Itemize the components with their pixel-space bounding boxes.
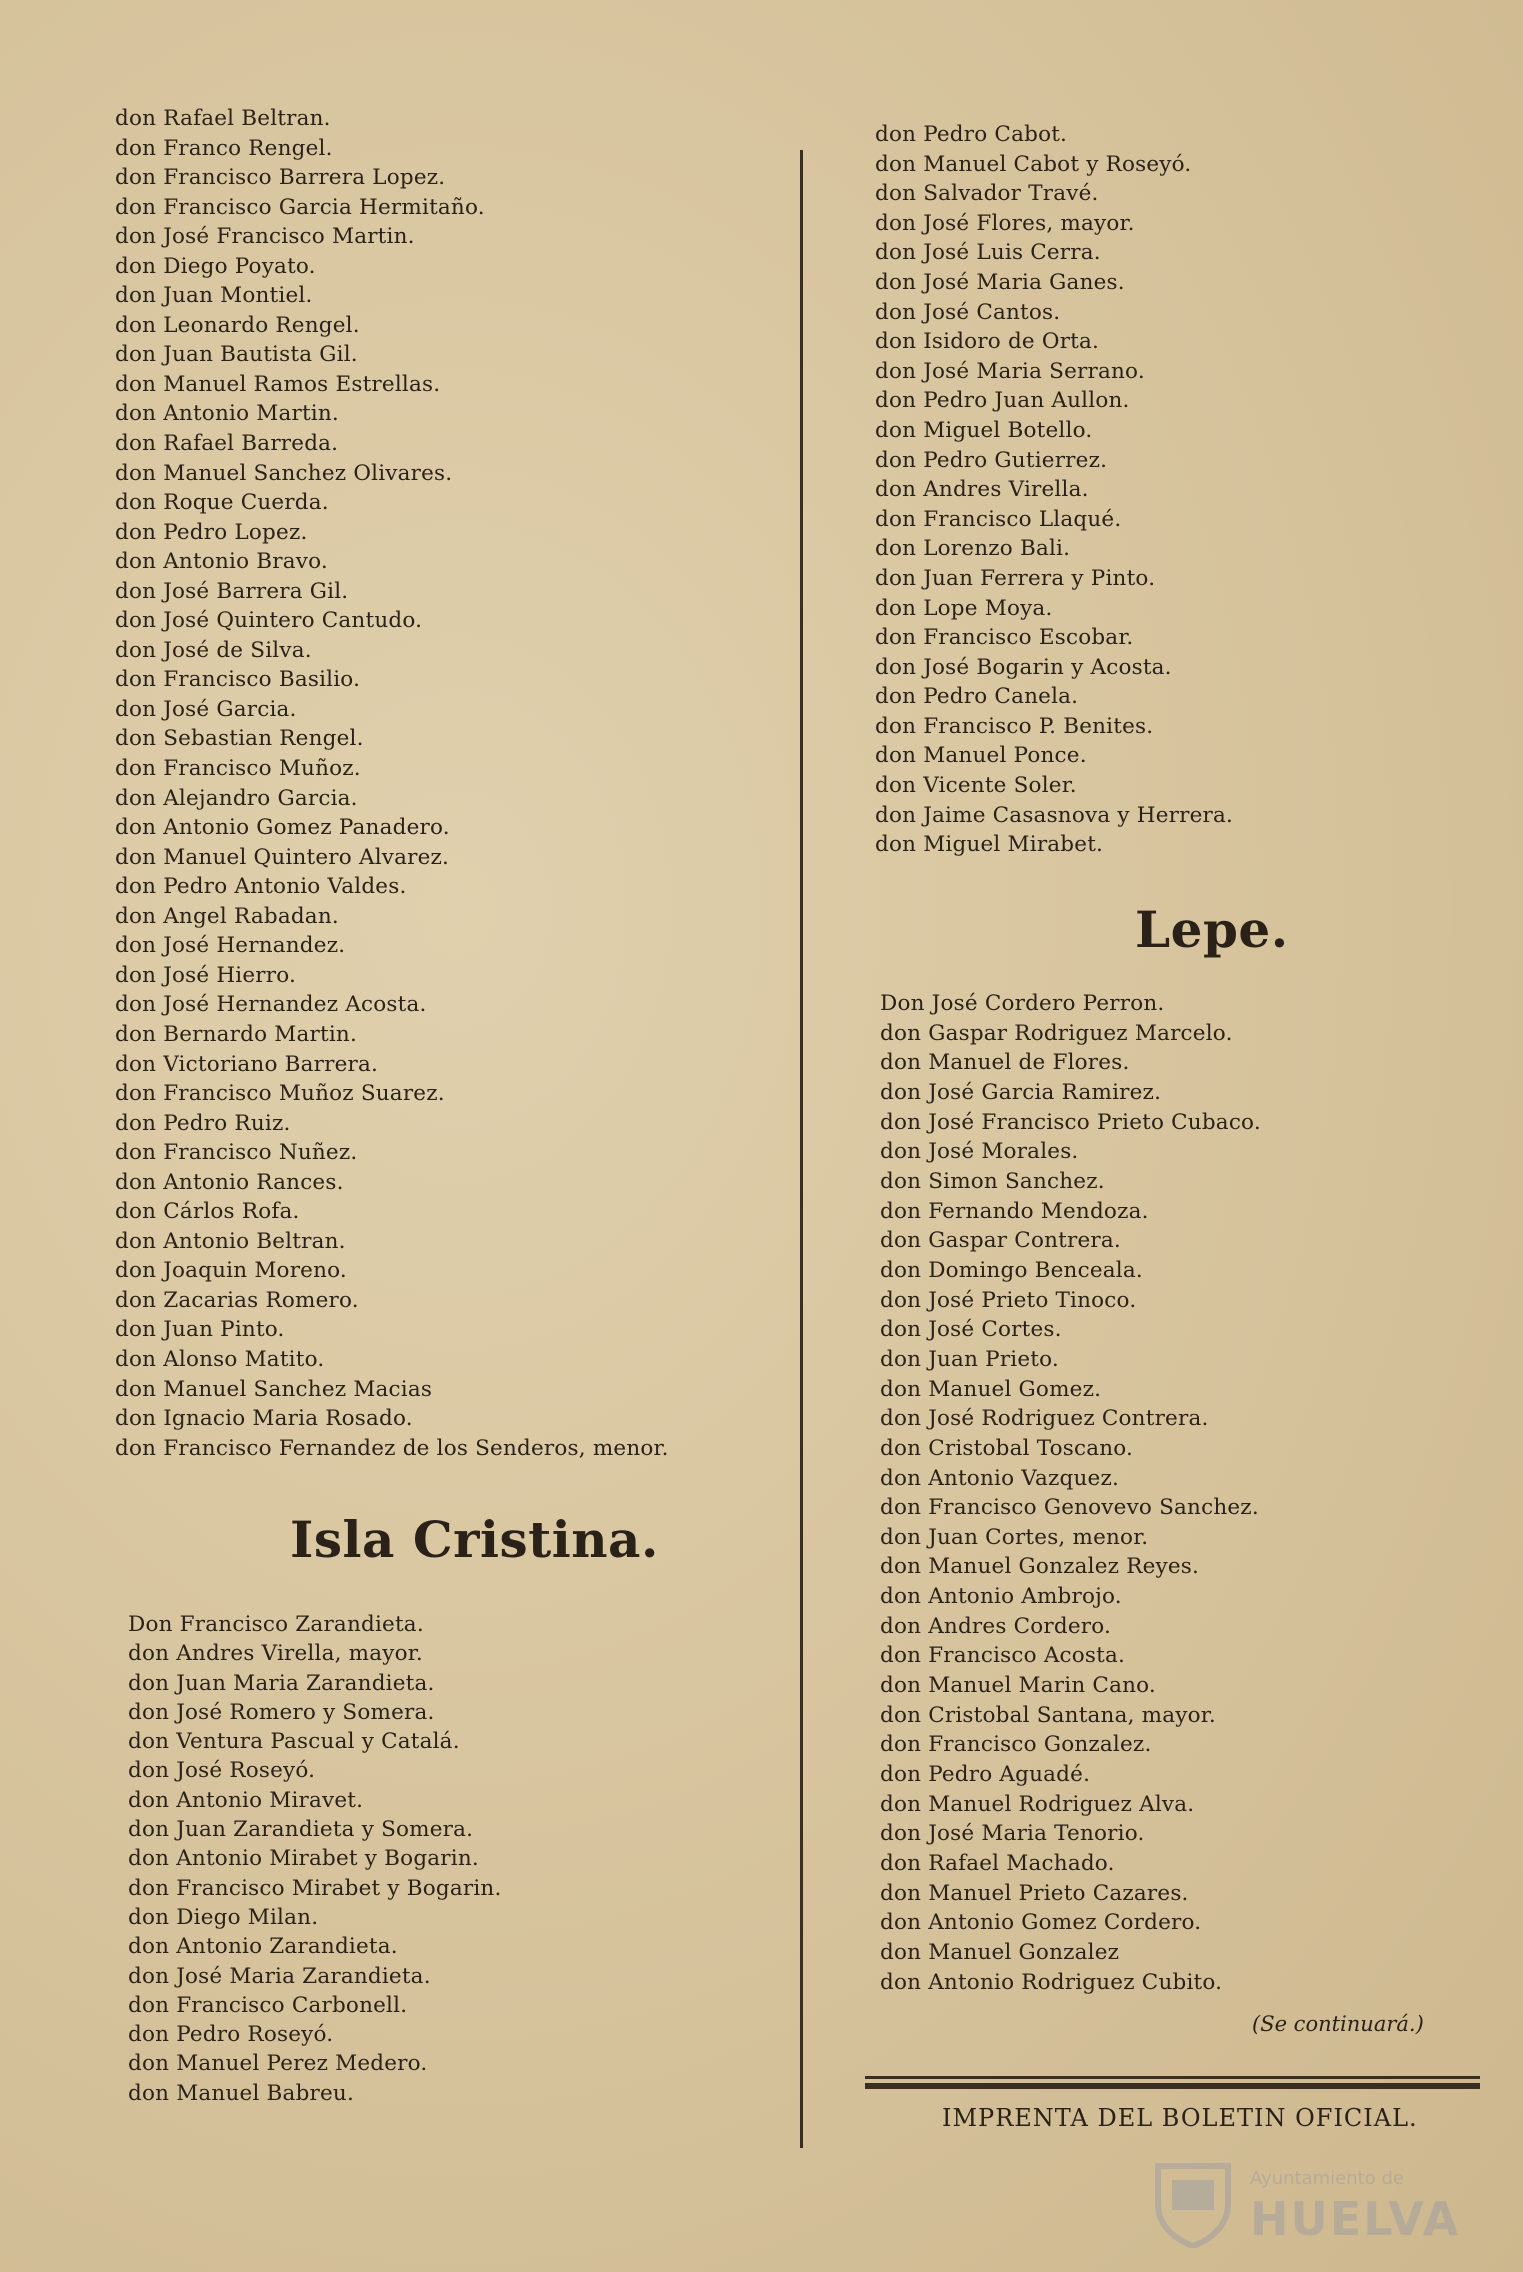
name-entry: don Francisco Basilio. <box>115 667 361 693</box>
name-entry: don Manuel Perez Medero. <box>128 2051 428 2077</box>
printer-imprint: IMPRENTA DEL BOLETIN OFICIAL. <box>942 2104 1418 2132</box>
name-entry: don José Francisco Prieto Cubaco. <box>880 1109 1261 1135</box>
name-entry: don Simon Sanchez. <box>880 1168 1105 1194</box>
name-entry: don Francisco Gonzalez. <box>880 1732 1152 1758</box>
name-entry: don Antonio Bravo. <box>115 549 328 575</box>
name-entry: don Manuel de Flores. <box>880 1050 1130 1076</box>
name-entry: don Antonio Zarandieta. <box>128 1934 398 1960</box>
name-entry: don Pedro Antonio Valdes. <box>115 874 407 900</box>
name-entry: don Jaime Casasnova y Herrera. <box>875 802 1234 828</box>
name-entry: don José Garcia. <box>115 696 297 722</box>
name-entry: don José Maria Zarandieta. <box>128 1963 431 1989</box>
right-name-list <box>875 120 1495 860</box>
name-entry: don Manuel Marin Cano. <box>880 1673 1156 1699</box>
continuation-note: (Se continuará.) <box>1252 2012 1424 2036</box>
name-entry: don Vicente Soler. <box>875 773 1077 799</box>
name-entry: don José Garcia Ramirez. <box>880 1079 1162 1105</box>
name-entry: don Alonso Matito. <box>115 1346 325 1372</box>
name-entry: don Juan Montiel. <box>115 283 313 309</box>
name-entry: don Manuel Rodriguez Alva. <box>880 1791 1195 1817</box>
name-entry: don Zacarias Romero. <box>115 1287 359 1313</box>
isla-cristina-name-list <box>128 1610 808 2108</box>
name-entry: don Francisco Barrera Lopez. <box>115 165 446 191</box>
name-entry: don Manuel Gonzalez <box>880 1940 1120 1965</box>
name-entry: don Pedro Aguadé. <box>880 1762 1091 1788</box>
name-entry: don José Barrera Gil. <box>115 578 349 604</box>
name-entry: don Cristobal Santana, mayor. <box>880 1702 1216 1728</box>
name-entry: don José Francisco Martin. <box>115 224 415 250</box>
name-entry: don José Prieto Tinoco. <box>880 1287 1137 1313</box>
name-entry: don Franco Rengel. <box>115 135 333 161</box>
name-entry: don Miguel Botello. <box>875 417 1093 443</box>
name-entry: don Cristobal Toscano. <box>880 1435 1134 1461</box>
name-entry: don Juan Ferrera y Pinto. <box>875 565 1156 591</box>
name-entry: don Sebastian Rengel. <box>115 726 364 752</box>
name-entry: don José Morales. <box>880 1139 1079 1165</box>
name-entry: don Francisco Fernandez de los Senderos, menor. <box>115 1435 669 1461</box>
name-entry: don Pedro Gutierrez. <box>875 447 1108 473</box>
name-entry: don Andres Cordero. <box>880 1613 1112 1639</box>
name-entry: don Antonio Miravet. <box>128 1787 364 1813</box>
name-entry: don Angel Rabadan. <box>115 903 339 929</box>
archive-watermark <box>1150 2160 1461 2250</box>
name-entry: don Alejandro Garcia. <box>115 785 358 811</box>
isla-cristina-column <box>128 1610 808 2108</box>
name-entry: don Juan Pinto. <box>115 1317 285 1343</box>
name-entry: don Juan Zarandieta y Somera. <box>128 1817 474 1843</box>
name-entry: don Rafael Machado. <box>880 1851 1115 1877</box>
name-entry: don José Roseyó. <box>128 1758 316 1784</box>
right-column <box>875 120 1495 860</box>
name-entry: don Manuel Ponce. <box>875 743 1087 769</box>
name-entry: don Bernardo Martin. <box>115 1021 357 1047</box>
name-entry: don Manuel Gomez. <box>880 1376 1102 1402</box>
name-entry: don Ignacio Maria Rosado. <box>115 1406 413 1432</box>
name-entry: don Pedro Cabot. <box>875 122 1068 147</box>
name-entry: don Manuel Gonzalez Reyes. <box>880 1554 1200 1580</box>
name-entry: don José Maria Tenorio. <box>880 1821 1145 1847</box>
name-entry: don José Luis Cerra. <box>875 240 1101 266</box>
name-entry: don Salvador Travé. <box>875 181 1099 207</box>
name-entry: don Antonio Ambrojo. <box>880 1584 1122 1610</box>
name-entry: don Francisco P. Benites. <box>875 713 1154 739</box>
name-entry: don Pedro Ruiz. <box>115 1110 291 1136</box>
name-entry: don Roque Cuerda. <box>115 490 329 516</box>
name-entry: don Victoriano Barrera. <box>115 1051 379 1077</box>
name-entry: don Gaspar Contrera. <box>880 1228 1121 1254</box>
name-entry: Don José Cordero Perron. <box>880 991 1165 1016</box>
name-entry: don José Quintero Cantudo. <box>115 608 423 634</box>
name-entry: don Lorenzo Bali. <box>875 536 1071 562</box>
name-entry: don José Maria Ganes. <box>875 269 1125 295</box>
name-entry: don Francisco Genovevo Sanchez. <box>880 1495 1259 1521</box>
name-entry: don Ventura Pascual y Catalá. <box>128 1729 460 1755</box>
name-entry: don Francisco Carbonell. <box>128 1992 408 2018</box>
name-entry: don Francisco Escobar. <box>875 625 1134 651</box>
name-entry: don Diego Poyato. <box>115 253 316 279</box>
name-entry: don José Flores, mayor. <box>875 210 1135 236</box>
name-entry: don Miguel Mirabet. <box>875 832 1104 858</box>
name-entry: don Isidoro de Orta. <box>875 329 1100 355</box>
lepe-name-list <box>880 989 1500 1997</box>
footer-rule-thick <box>865 2083 1480 2089</box>
name-entry: don Antonio Beltran. <box>115 1228 346 1254</box>
name-entry: don Manuel Babreu. <box>128 2080 355 2106</box>
name-entry: don José Hernandez Acosta. <box>115 992 427 1018</box>
name-entry: don Manuel Sanchez Olivares. <box>115 460 453 486</box>
name-entry: don Rafael Barreda. <box>115 431 339 457</box>
name-entry: don José de Silva. <box>115 637 312 663</box>
name-entry: don Fernando Mendoza. <box>880 1198 1149 1224</box>
name-entry: don Diego Milan. <box>128 1904 319 1930</box>
name-entry: don Antonio Martin. <box>115 401 339 427</box>
name-entry: don Andres Virella, mayor. <box>128 1641 423 1667</box>
name-entry: don Francisco Acosta. <box>880 1643 1126 1669</box>
name-entry: don Antonio Rodriguez Cubito. <box>880 1969 1223 1995</box>
name-entry: don Gaspar Rodriguez Marcelo. <box>880 1020 1233 1046</box>
left-column <box>115 104 795 1463</box>
section-heading-lepe: Lepe. <box>1135 900 1289 959</box>
footer-rule-thin <box>865 2076 1480 2079</box>
column-divider <box>800 150 803 2148</box>
name-entry: don Andres Virella. <box>875 477 1089 503</box>
name-entry: don Juan Maria Zarandieta. <box>128 1670 435 1696</box>
name-entry: don Francisco Llaqué. <box>875 506 1122 532</box>
name-entry: don Francisco Mirabet y Bogarin. <box>128 1875 502 1901</box>
name-entry: don Antonio Rances. <box>115 1169 344 1195</box>
name-entry: don Antonio Gomez Cordero. <box>880 1910 1202 1936</box>
name-entry: don José Rodriguez Contrera. <box>880 1406 1209 1432</box>
name-entry: don Joaquin Moreno. <box>115 1258 347 1284</box>
watermark-big-text: HUELVA <box>1250 2192 1461 2246</box>
name-entry: don Francisco Muñoz. <box>115 756 361 782</box>
name-entry: don Rafael Beltran. <box>115 106 331 131</box>
name-entry: don Domingo Benceala. <box>880 1257 1143 1283</box>
shield-icon <box>1150 2160 1236 2248</box>
name-entry: don Manuel Cabot y Roseyó. <box>875 151 1192 177</box>
name-entry: don José Romero y Somera. <box>128 1699 435 1725</box>
section-heading-isla-cristina: Isla Cristina. <box>290 1510 659 1569</box>
name-entry: don Leonardo Rengel. <box>115 312 360 338</box>
name-entry: don Manuel Quintero Alvarez. <box>115 844 450 870</box>
name-entry: don Antonio Mirabet y Bogarin. <box>128 1846 479 1872</box>
watermark-small-text: Ayuntamiento de <box>1250 2168 1404 2189</box>
name-entry: don José Hierro. <box>115 962 297 988</box>
name-entry: don Pedro Canela. <box>875 684 1079 710</box>
name-entry: don Cárlos Rofa. <box>115 1199 300 1225</box>
lepe-column <box>880 989 1500 1997</box>
name-entry: don José Cortes. <box>880 1317 1062 1343</box>
name-entry: don Pedro Lopez. <box>115 519 308 545</box>
name-entry: don Antonio Vazquez. <box>880 1465 1120 1491</box>
name-entry: don José Bogarin y Acosta. <box>875 654 1172 680</box>
name-entry: don Manuel Prieto Cazares. <box>880 1880 1189 1906</box>
name-entry: don Pedro Roseyó. <box>128 2022 334 2048</box>
name-entry: don Manuel Ramos Estrellas. <box>115 371 441 397</box>
name-entry: don Juan Prieto. <box>880 1346 1059 1372</box>
name-entry: don Pedro Juan Aullon. <box>875 388 1130 414</box>
name-entry: don José Hernandez. <box>115 933 346 959</box>
name-entry: don Francisco Garcia Hermitaño. <box>115 194 485 220</box>
left-name-list <box>115 104 795 1463</box>
name-entry: don Juan Bautista Gil. <box>115 342 358 368</box>
name-entry: Don Francisco Zarandieta. <box>128 1612 424 1637</box>
name-entry: don Manuel Sanchez Macias <box>115 1376 433 1402</box>
name-entry: don Francisco Muñoz Suarez. <box>115 1081 445 1107</box>
name-entry: don Francisco Nuñez. <box>115 1140 358 1166</box>
name-entry: don José Cantos. <box>875 299 1061 325</box>
name-entry: don José Maria Serrano. <box>875 358 1145 384</box>
name-entry: don Antonio Gomez Panadero. <box>115 815 450 841</box>
name-entry: don Juan Cortes, menor. <box>880 1524 1149 1550</box>
name-entry: don Lope Moya. <box>875 595 1053 621</box>
